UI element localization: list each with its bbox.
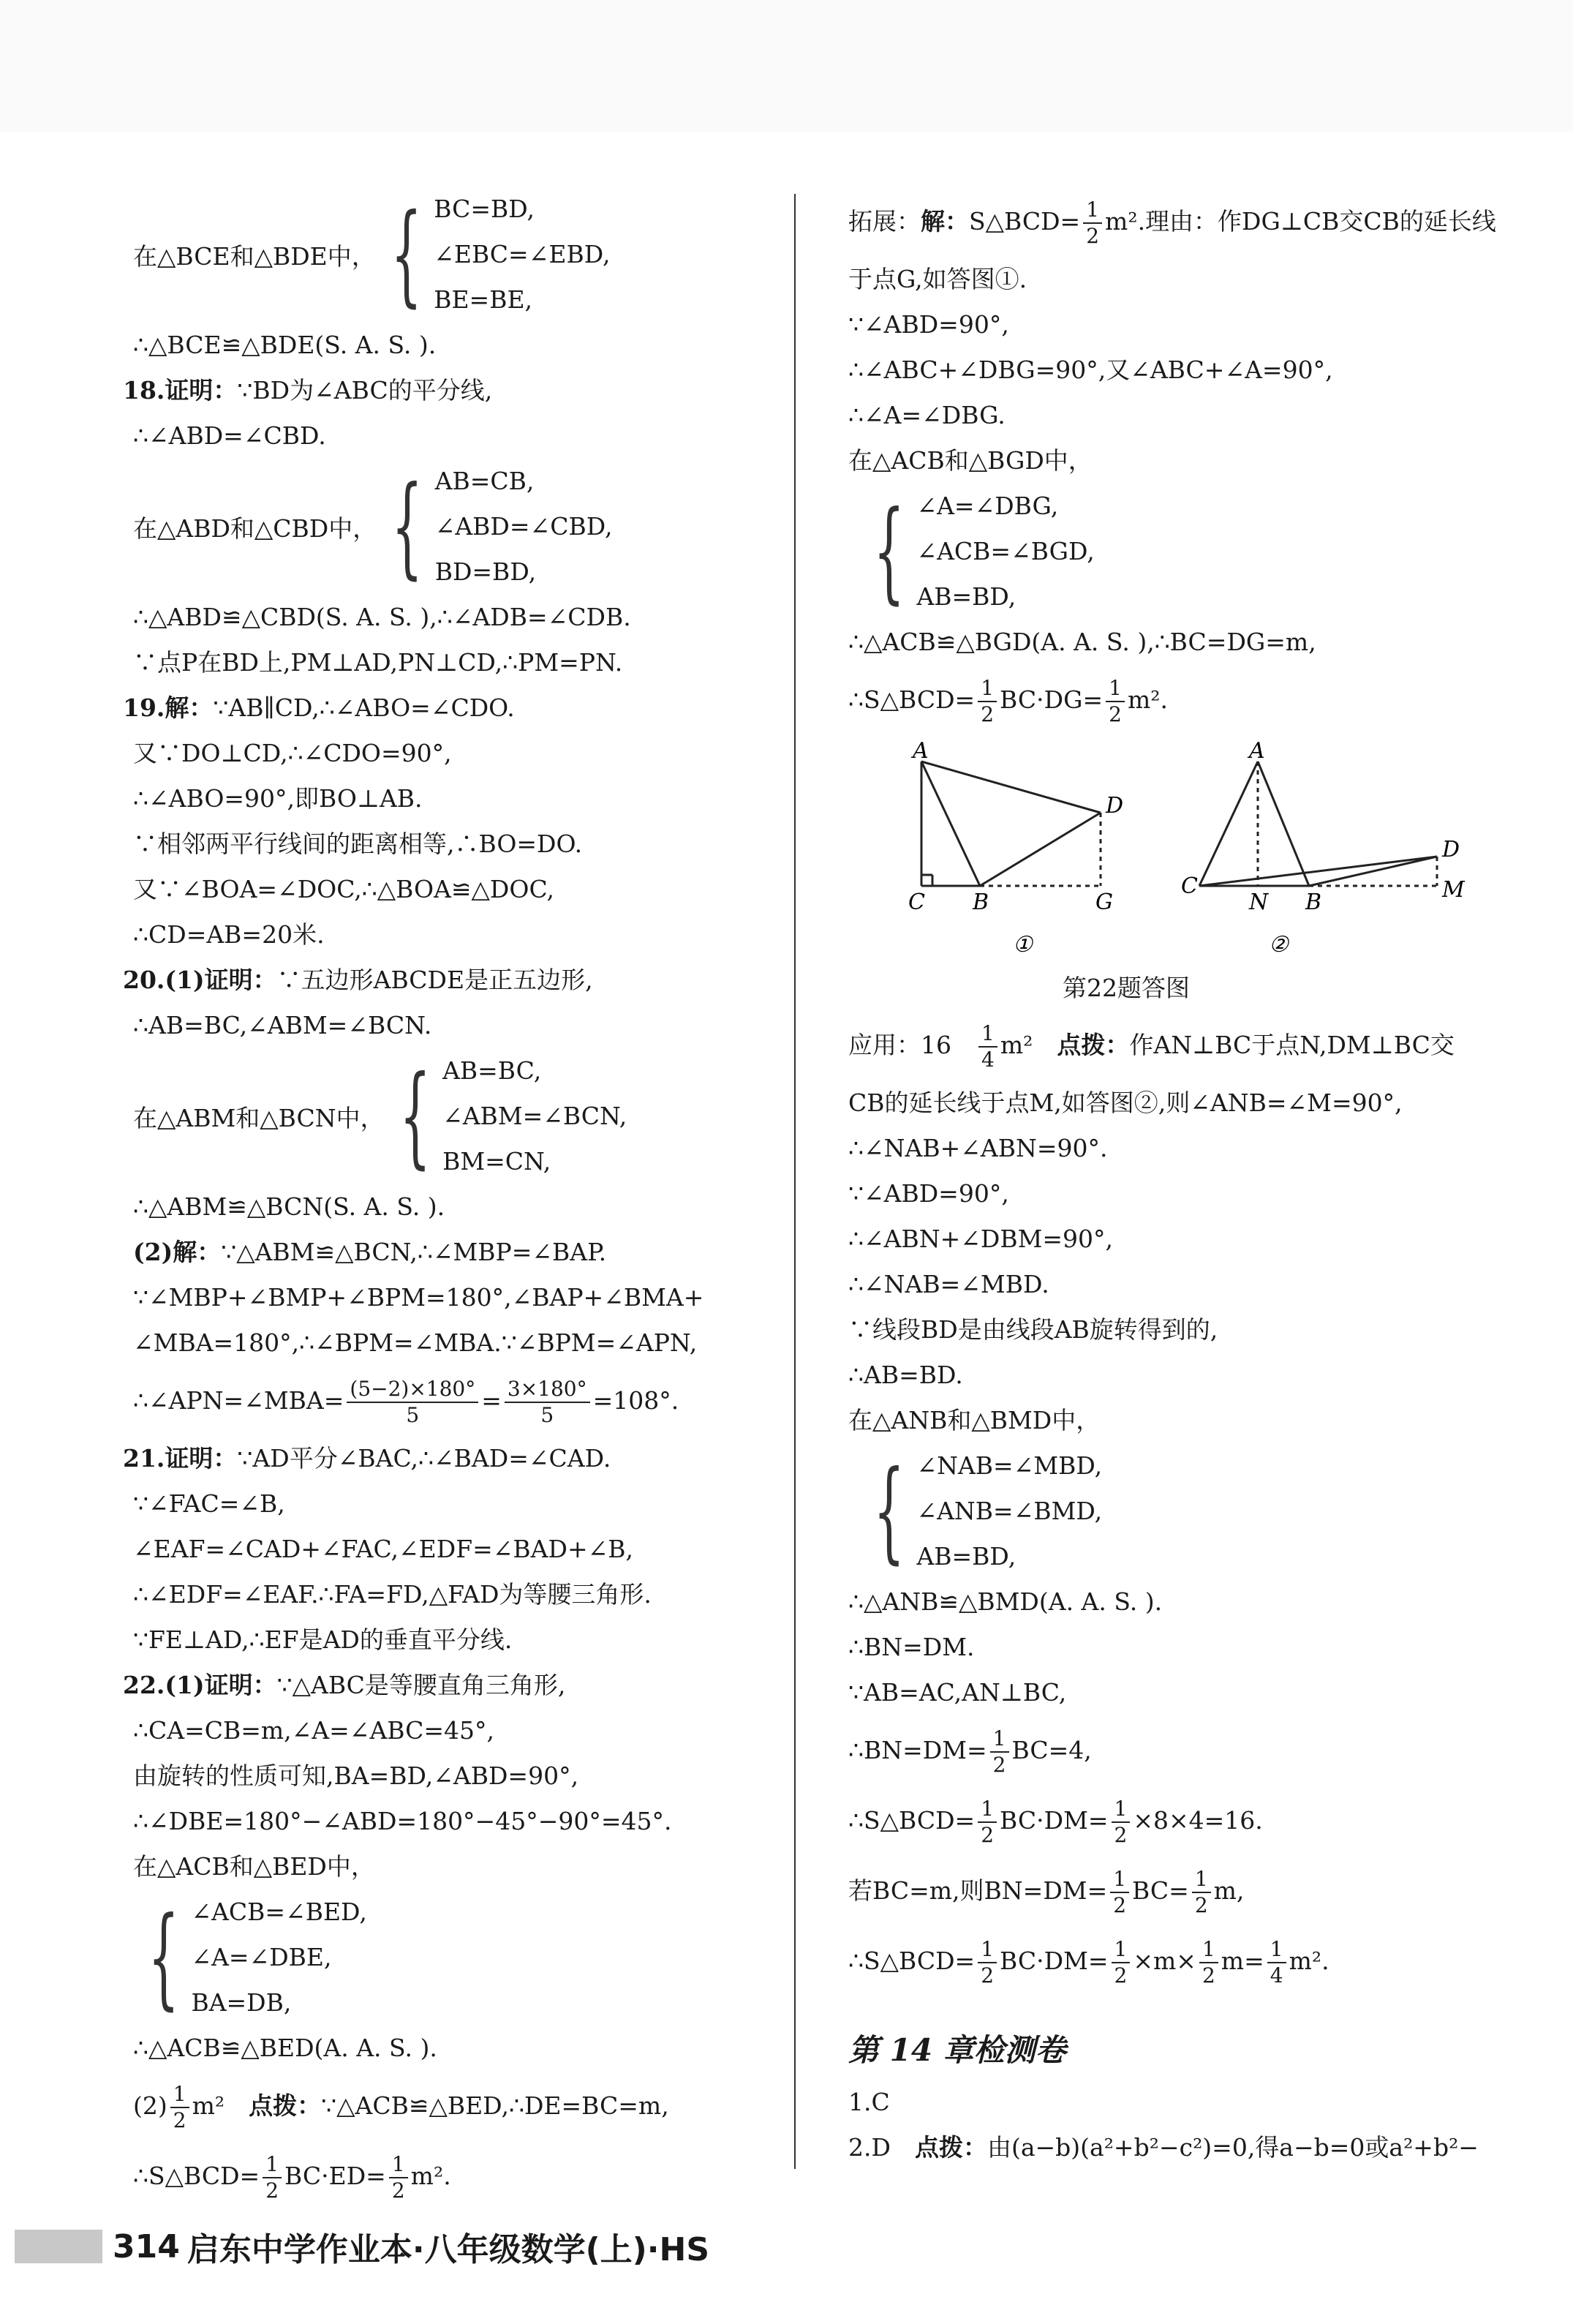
brace-item: ∠EBC=∠EBD, [434, 240, 611, 268]
fraction-numerator: 1 [978, 1937, 997, 1963]
label-D: D [1106, 793, 1124, 819]
fig1-AB [921, 761, 980, 886]
bold-label: 22.(1)证明： [123, 1671, 277, 1699]
bold-label: 解： [921, 207, 969, 236]
text-line [848, 620, 1506, 665]
brace-item: BM=CN, [442, 1147, 551, 1176]
page-footer [15, 2222, 709, 2271]
line-text: 1.C [848, 2088, 890, 2116]
line-text: ∴∠EDF=∠EAF.∴FA=FD,△FAD为等腰三角形. [133, 1580, 652, 1609]
brace-item: ∠A=∠DBE, [191, 1943, 332, 1971]
formula-line [848, 1010, 1506, 1080]
brace-items [191, 1889, 366, 2026]
fraction-numerator: 1 [978, 1797, 997, 1823]
text-line [123, 1481, 796, 1527]
bold-label: 点拨： [914, 2133, 987, 2162]
line-text: ∴∠ABN+∠DBM=90°, [848, 1225, 1114, 1253]
brace-glyph: { [391, 463, 423, 590]
text-line [848, 1171, 1506, 1216]
page-top-margin [0, 0, 1573, 132]
text-line [848, 1307, 1506, 1353]
fraction [263, 2152, 282, 2203]
text-line [848, 347, 1506, 393]
formula-text: m².理由：作DG⊥CB交CB的延长线 [1105, 207, 1496, 236]
page-number: 314 [113, 2227, 180, 2265]
text-line [848, 1216, 1506, 1262]
brace-item: ∠ABD=∠CBD, [434, 512, 613, 541]
fraction [1112, 1937, 1131, 1988]
fraction-denominator: 4 [1270, 1963, 1283, 1988]
book-title: 启东中学作业本·八年级数学(上)·HS [186, 2231, 710, 2268]
text-line [123, 1617, 796, 1663]
line-text: ∵∠FAC=∠B, [133, 1489, 285, 1518]
formula-text: 作AN⊥BC于点N,DM⊥BC交 [1129, 1031, 1455, 1059]
text-line [123, 2026, 796, 2071]
fraction-numerator: 1 [1192, 1867, 1211, 1893]
line-text: ∴△BCE≌△BDE(S. A. S. ). [133, 331, 437, 359]
fraction-numerator: 1 [389, 2152, 408, 2178]
line-text: ∠MBA=180°,∴∠BPM=∠MBA.∵∠BPM=∠APN, [133, 1328, 698, 1357]
fig2-number: ② [1269, 932, 1289, 958]
formula-line [848, 1715, 1506, 1786]
figure-22 [848, 740, 1506, 966]
text-line [123, 1003, 796, 1048]
label-D: D [1442, 837, 1460, 862]
text-line [123, 1527, 796, 1572]
brace-system [123, 187, 796, 323]
fraction-numerator: 1 [170, 2082, 189, 2108]
fraction-numerator: 1 [978, 1021, 997, 1048]
fraction-numerator: 1 [978, 676, 997, 702]
text-line [848, 2125, 1506, 2170]
text-line [123, 1230, 796, 1275]
formula-text: m² [192, 2091, 249, 2120]
brace-system [123, 1889, 796, 2026]
fraction-numerator: 1 [990, 1726, 1009, 1753]
fig1-number: ① [1013, 932, 1033, 958]
formula-line [123, 1366, 796, 1436]
fraction-numerator: 1 [1110, 1867, 1129, 1893]
brace-items [916, 484, 1094, 620]
brace-glyph: { [399, 1053, 431, 1180]
formula-line [848, 1786, 1506, 1856]
fraction-numerator: 1 [1112, 1797, 1131, 1823]
line-text: ∵AB=AC,AN⊥BC, [848, 1678, 1067, 1707]
brace-system [848, 1443, 1506, 1579]
text-line [123, 1184, 796, 1230]
brace-item: ∠ACB=∠BGD, [916, 537, 1095, 565]
line-text: 由(a−b)(a²+b²−c²)=0,得a−b=0或a²+b²− [987, 2133, 1479, 2162]
text-line [123, 323, 796, 368]
formula-text: BC·ED= [284, 2162, 386, 2190]
text-line [123, 731, 796, 776]
formula-text: BC=4, [1011, 1736, 1092, 1764]
formula-text: ×8×4=16. [1133, 1806, 1263, 1835]
text-line [123, 958, 796, 1003]
fraction [978, 676, 997, 727]
line-text: ∵△ABC是等腰直角三角形, [276, 1671, 566, 1699]
fraction-numerator: 1 [1267, 1937, 1286, 1963]
fraction-denominator: 2 [1086, 224, 1100, 248]
fraction-denominator: 2 [981, 1963, 995, 1988]
brace-item: AB=BC, [442, 1056, 542, 1085]
formula-text: BC= [1132, 1876, 1189, 1905]
fraction [1112, 1797, 1131, 1848]
fraction-denominator: 2 [391, 2178, 405, 2203]
fig1-AD [921, 761, 1101, 813]
figure-caption: 第22题答图 [1063, 974, 1190, 1002]
line-text: ∴∠DBE=180°−∠ABD=180°−45°−90°=45°. [133, 1807, 672, 1835]
fig2-AC [1199, 761, 1258, 886]
brace-glyph: { [873, 488, 905, 615]
brace-items [435, 459, 613, 595]
text-line [848, 1670, 1506, 1715]
line-text: 又∵DO⊥CD,∴∠CDO=90°, [133, 739, 452, 767]
fraction [1106, 676, 1125, 727]
formula-text: BC·DM= [1000, 1947, 1109, 1975]
fraction-denominator: 2 [1194, 1893, 1208, 1917]
line-text: CB的延长线于点M,如答图②,则∠ANB=∠M=90°, [848, 1088, 1403, 1117]
bold-label: 21.证明： [123, 1444, 238, 1473]
formula-text: ∴S△BCD= [848, 685, 976, 714]
section-heading: 第 14 章检测卷 [848, 2032, 1066, 2068]
bold-label: 19.解： [123, 693, 214, 722]
brace-item: AB=CB, [434, 467, 535, 495]
text-line [123, 776, 796, 821]
line-text: 在△ANB和△BMD中， [848, 1406, 1101, 1434]
text-line [848, 1126, 1506, 1171]
line-text: 又∵∠BOA=∠DOC,∴△BOA≌△DOC, [133, 875, 555, 903]
formula-line [123, 2071, 796, 2141]
brace-item: BA=DB, [191, 1988, 292, 2017]
line-text: ∵∠ABD=90°, [848, 1179, 1009, 1208]
line-text: ∠EAF=∠CAD+∠FAC,∠EDF=∠BAD+∠B, [133, 1535, 634, 1563]
formula-text: (2) [133, 2091, 167, 2120]
text-line [848, 393, 1506, 438]
label-B: B [1305, 890, 1322, 915]
line-text: ∴CA=CB=m,∠A=∠ABC=45°, [133, 1716, 495, 1745]
text-line [123, 368, 796, 413]
text-line [123, 1436, 796, 1481]
right-column [848, 187, 1506, 2170]
text-line [123, 912, 796, 958]
line-text: 2.D [848, 2133, 915, 2162]
formula-line [848, 665, 1506, 735]
formula-text: = [481, 1386, 502, 1415]
text-line [848, 1398, 1506, 1443]
line-text: ∴AB=BD. [848, 1361, 963, 1389]
fraction-denominator: 2 [1202, 1963, 1215, 1988]
fraction-numerator: 1 [1199, 1937, 1218, 1963]
formula-text: ∵△ACB≌△BED,∴DE=BC=m, [321, 2091, 669, 2120]
line-text: ∴AB=BC,∠ABM=∠BCN. [133, 1011, 432, 1039]
formula-text: =108°. [592, 1386, 679, 1415]
text-line [123, 1663, 796, 1708]
text-line [123, 1799, 796, 1844]
brace-prefix: 在△BCE和△BDE中， [133, 241, 376, 271]
text-line [123, 1320, 796, 1366]
bold-label: 18.证明： [123, 376, 238, 405]
brace-items [442, 1048, 627, 1184]
formula-line [848, 187, 1506, 257]
text-line [123, 1275, 796, 1320]
fraction-denominator: 2 [173, 2108, 186, 2132]
fig2-CD [1199, 857, 1437, 886]
line-text: ∴∠NAB+∠ABN=90°. [848, 1134, 1108, 1162]
bold-label: 点拨： [1057, 1031, 1130, 1059]
formula-text: m² [1000, 1031, 1057, 1059]
fraction-denominator: 2 [981, 1823, 995, 1847]
line-text: ∵线段BD是由线段AB旋转得到的, [848, 1315, 1218, 1344]
formula-line [123, 2141, 796, 2211]
formula-text: BC·DM= [1000, 1806, 1109, 1835]
fraction-numerator: 3×180° [505, 1377, 590, 1403]
fraction [990, 1726, 1009, 1778]
formula-line [848, 1926, 1506, 1996]
formula-text: ∴S△BCD= [133, 2162, 260, 2190]
label-A: A [913, 740, 929, 764]
fraction [347, 1377, 478, 1428]
text-line [123, 640, 796, 685]
text-line [848, 1625, 1506, 1670]
text-line [123, 1753, 796, 1799]
fraction-denominator: 4 [981, 1048, 995, 1072]
brace-glyph: { [148, 1894, 180, 2021]
fraction-denominator: 2 [1114, 1823, 1128, 1847]
brace-item: BC=BD, [434, 195, 535, 223]
formula-text: 若BC=m,则BN=DM= [848, 1876, 1108, 1905]
bold-label: 20.(1)证明： [123, 966, 277, 994]
fraction [1083, 198, 1102, 249]
brace-item: AB=BD, [916, 1542, 1016, 1571]
label-C: C [1181, 873, 1198, 899]
brace-item: ∠ABM=∠BCN, [442, 1102, 627, 1130]
line-text: ∴△ACB≌△BGD(A. A. S. ),∴BC=DG=m, [848, 628, 1316, 656]
brace-prefix: 在△ABM和△BCN中， [133, 1103, 385, 1132]
fraction [1192, 1867, 1211, 1918]
line-text: ∴∠ABC+∠DBG=90°,又∠ABC+∠A=90°, [848, 356, 1333, 384]
formula-line [848, 1856, 1506, 1926]
line-text: ∴△ABD≌△CBD(S. A. S. ),∴∠ADB=∠CDB. [133, 603, 631, 631]
line-text: 于点G,如答图①. [848, 265, 1027, 293]
text-line [123, 1844, 796, 1889]
label-N: N [1249, 890, 1269, 915]
formula-text: m². [410, 2162, 451, 2190]
text-line [123, 821, 796, 867]
label-G: G [1095, 890, 1113, 915]
label-B: B [973, 890, 989, 915]
formula-text: ∴S△BCD= [848, 1947, 976, 1975]
text-line [848, 438, 1506, 484]
line-text: ∴∠NAB=∠MBD. [848, 1270, 1049, 1298]
brace-item: BE=BE, [434, 285, 533, 314]
brace-system [123, 459, 796, 595]
fraction [170, 2082, 189, 2133]
fraction [1199, 1937, 1218, 1988]
brace-item: ∠NAB=∠MBD, [916, 1451, 1103, 1480]
text-line [123, 413, 796, 459]
fraction [1267, 1937, 1286, 1988]
formula-text: 拓展： [848, 207, 921, 236]
text-line [848, 2080, 1506, 2125]
line-text: ∴BN=DM. [848, 1633, 975, 1661]
label-M: M [1442, 877, 1465, 903]
formula-text: ∴S△BCD= [848, 1806, 976, 1835]
formula-text: m= [1221, 1947, 1264, 1975]
line-text: 在△ACB和△BED中， [133, 1852, 375, 1881]
left-column [123, 187, 796, 2211]
fig2-AB [1258, 761, 1309, 886]
text-line [123, 595, 796, 640]
fraction-denominator: 5 [406, 1403, 420, 1427]
brace-item: BD=BD, [434, 557, 537, 586]
line-text: 在△ACB和△BGD中， [848, 446, 1093, 475]
fraction [978, 1797, 997, 1848]
brace-glyph: { [391, 191, 422, 318]
brace-glyph: { [873, 1448, 905, 1575]
fraction-denominator: 2 [981, 702, 995, 726]
line-text: ∵AD平分∠BAC,∴∠BAD=∠CAD. [237, 1444, 611, 1473]
brace-item: AB=BD, [916, 582, 1016, 611]
line-text: ∵∠MBP+∠BMP+∠BPM=180°,∠BAP+∠BMA+ [133, 1283, 704, 1312]
line-text: ∵∠ABD=90°, [848, 310, 1009, 339]
fraction-denominator: 2 [1113, 1893, 1127, 1917]
text-line [123, 685, 796, 731]
fraction [978, 1021, 997, 1072]
fraction-numerator: 1 [263, 2152, 282, 2178]
line-text: ∵五边形ABCDE是正五边形, [276, 966, 593, 994]
line-text: 由旋转的性质可知,BA=BD,∠ABD=90°, [133, 1761, 579, 1790]
fraction-numerator: (5−2)×180° [347, 1377, 478, 1403]
text-line [848, 302, 1506, 347]
figure-22-drawing [848, 740, 1477, 959]
line-text: ∵AB∥CD,∴∠ABO=∠CDO. [213, 693, 515, 722]
formula-text: 应用：16 [848, 1031, 976, 1059]
text-line [848, 1080, 1506, 1126]
line-text: ∴△ANB≌△BMD(A. A. S. ). [848, 1587, 1163, 1616]
fraction-numerator: 1 [1106, 676, 1125, 702]
line-text: ∴△ABM≌△BCN(S. A. S. ). [133, 1192, 445, 1221]
text-line [848, 257, 1506, 302]
brace-item: ∠ANB=∠BMD, [916, 1497, 1103, 1525]
brace-items [434, 187, 610, 323]
fig2-BD [1309, 857, 1437, 886]
formula-text: BC·DG= [1000, 685, 1104, 714]
formula-text: m². [1289, 1947, 1329, 1975]
formula-text: m, [1213, 1876, 1245, 1905]
label-A: A [1249, 740, 1265, 764]
fraction-denominator: 2 [265, 2178, 279, 2203]
line-text: ∴△ACB≌△BED(A. A. S. ). [133, 2034, 437, 2062]
formula-text: m². [1127, 685, 1168, 714]
line-text: ∵相邻两平行线间的距离相等,∴BO=DO. [133, 830, 583, 858]
fraction-denominator: 5 [540, 1403, 554, 1427]
brace-system [123, 1048, 796, 1184]
line-text: ∵BD为∠ABC的平分线, [237, 376, 493, 405]
brace-system [848, 484, 1506, 620]
fraction-denominator: 2 [1114, 1963, 1128, 1988]
line-text: ∴∠A=∠DBG. [848, 401, 1006, 429]
line-text: ∴∠ABO=90°,即BO⊥AB. [133, 784, 423, 813]
brace-item: ∠A=∠DBG, [916, 492, 1059, 520]
formula-text: ∴BN=DM= [848, 1736, 987, 1764]
figure-block [848, 740, 1506, 1010]
fraction [389, 2152, 408, 2203]
formula-text: S△BCD= [969, 207, 1081, 236]
brace-items [916, 1443, 1102, 1579]
fraction [1110, 1867, 1129, 1918]
line-text: ∴∠ABD=∠CBD. [133, 421, 326, 450]
line-text: ∴CD=AB=20米. [133, 920, 325, 949]
fraction-denominator: 2 [1109, 702, 1122, 726]
line-text: ∵点P在BD上,PM⊥AD,PN⊥CD,∴PM=PN. [133, 648, 623, 677]
brace-item: ∠ACB=∠BED, [191, 1898, 367, 1926]
text-line [123, 1572, 796, 1617]
formula-text: ×m× [1133, 1947, 1196, 1975]
text-line [848, 1262, 1506, 1307]
text-line [848, 1353, 1506, 1398]
fraction-denominator: 2 [992, 1753, 1006, 1777]
footer-bar [15, 2230, 102, 2263]
text-line [123, 867, 796, 912]
label-C: C [908, 890, 925, 915]
bold-label: 点拨： [249, 2091, 322, 2120]
formula-text: ∴∠APN=∠MBA= [133, 1386, 344, 1415]
fraction-numerator: 1 [1112, 1937, 1131, 1963]
fig1-BD [980, 813, 1101, 886]
bold-label: (2)解： [133, 1238, 222, 1266]
brace-prefix: 在△ABD和△CBD中， [133, 514, 377, 543]
text-line [123, 1708, 796, 1753]
line-text: ∵△ABM≌△BCN,∴∠MBP=∠BAP. [221, 1238, 607, 1266]
text-line [848, 1579, 1506, 1625]
fraction-numerator: 1 [1083, 198, 1102, 224]
line-text: ∵FE⊥AD,∴EF是AD的垂直平分线. [133, 1625, 513, 1654]
fraction [505, 1377, 590, 1428]
fraction [978, 1937, 997, 1988]
